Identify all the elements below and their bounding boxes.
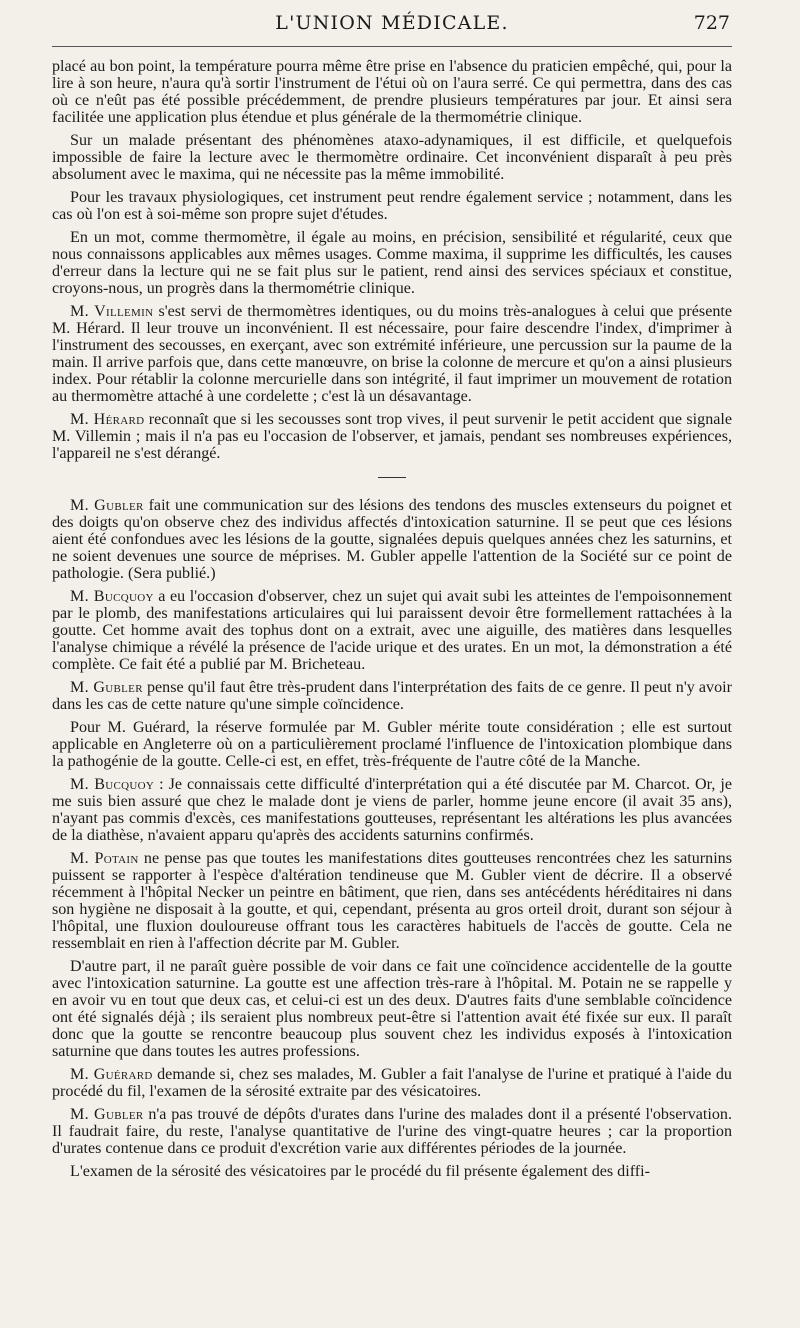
paragraph (52, 58, 732, 126)
paragraph (52, 1163, 732, 1180)
paragraph-text: a eu l'occasion d'observer, chez un sujet qui avait subi les atteintes de l'empoisonnement par le plomb, des manifestations articulaires qui lui paraissent devoir être formellement rattachées à la goutte. Cet homme avait des tophus dont on a extrait, avec une aiguille, des matières dans lesquelles l'analyse chimique a révélé la présence de l'acide urique et des urates. En un mot, la démonstration a été complète. Ce fait été a publié par M. Bricheteau. (52, 588, 732, 673)
paragraph (52, 1066, 732, 1100)
paragraph (52, 1106, 732, 1157)
speaker-name: M. Gubler (70, 1106, 144, 1123)
paragraph-text: reconnaît que si les secousses sont trop vives, il peut survenir le petit accident que signale M. Villemin ; mais il n'a pas eu l'occasion de l'observer, et jamais, pendant ses nombreuses expériences, l'appareil ne s'est dérangé. (52, 411, 732, 462)
paragraph-text: n'a pas trouvé de dépôts d'urates dans l'urine des malades dont il a présenté l'observation. Il faudrait faire, du reste, l'analyse quantitative de l'urine des vingt-quatre heures ; car la proportion d'urates contenue dans ce produit d'excrétion varie aux différentes périodes de la journée. (52, 1106, 732, 1157)
header-rule (52, 46, 732, 47)
journal-title: L'UNION MÉDICALE. (275, 12, 509, 34)
paragraph (52, 411, 732, 462)
paragraph (52, 850, 732, 952)
separator-rule (378, 477, 406, 478)
running-header (52, 12, 732, 42)
page-number: 727 (693, 12, 730, 34)
paragraph-text: ne pense pas que toutes les manifestations dites goutteuses rencontrées chez les saturnins puissent se rapporter à l'espèce d'altération tendineuse que M. Gubler vient de décrire. Il a observé récemment à l'hôpital Necker un peintre en bâtiment, que rien, dans ses antécédents héréditaires ni dans son hygiène ne disposait à la goutte, et qui, cependant, présenta au gros orteil droit, durant son séjour à l'hôpital, une fluxion douloureuse offrant tous les caractères habituels de l'accès de goutte. Cela ne ressemblait en rien à l'affection décrite par M. Gubler. (52, 850, 732, 952)
paragraph-text: s'est servi de thermomètres identiques, ou du moins très-analogues à celui que présente M. Hérard. Il leur trouve un inconvénient. Il est nécessaire, pour faire descendre l'index, d'imprimer à l'instrument des secousses, en exerçant, avec son extrémité inférieure, une percussion sur la paume de la main. Il arrive parfois que, dans cette manœuvre, on brise la colonne de mercure et qu'on a ainsi plusieurs index. Pour rétablir la colonne mercurielle dans son intégrité, il faut imprimer un mouvement de rotation au thermomètre attaché à une cordelette ; c'est là un désavantage. (52, 303, 732, 405)
paragraph-text: placé au bon point, la température pourra même être prise en l'absence du praticien empêché, qui, pour la lire à son heure, n'aura qu'à sortir l'instrument de l'étui où on l'aura serré. Ce qui permettra, dans des cas où ce n'eût pas été possible précédemment, de prendre plusieurs températures par jour. Et ainsi sera facilitée une application plus étendue et plus générale de la thermométrie clinique. (52, 58, 732, 126)
paragraph (52, 776, 732, 844)
speaker-name: M. Guérard (70, 1066, 153, 1083)
speaker-name: M. Potain (70, 850, 139, 867)
section-separator (52, 468, 732, 485)
speaker-name: M. Villemin (70, 303, 154, 320)
paragraph-text: fait une communication sur des lésions des tendons des muscles extenseurs du poignet et des doigts qu'on observe chez des individus affectés d'intoxication saturnine. Il se peut que ces lésions aient été confondues avec les lésions de la goutte, signalées depuis quelques années chez les saturnins, et ne soient devenues une source de méprises. M. Gubler appelle l'attention de la Société sur ce point de pathologie. (Sera publié.) (52, 497, 732, 582)
paragraph (52, 189, 732, 223)
paragraph (52, 229, 732, 297)
paragraph (52, 132, 732, 183)
speaker-name: M. Bucquoy (70, 588, 154, 605)
paragraph-text: pense qu'il faut être très-prudent dans l'interprétation des faits de ce genre. Il peut n'y avoir dans les cas de cette nature qu'une simple coïncidence. (52, 679, 732, 713)
speaker-name: M. Gubler (70, 497, 144, 514)
paragraph-text: Sur un malade présentant des phénomènes ataxo-adynamiques, il est difficile, et quelquefois impossible de faire la lecture avec le thermomètre ordinaire. Cet inconvénient disparaît à peu près absolument avec le maxima, qui ne nécessite pas la même immobilité. (52, 132, 732, 183)
paragraph (52, 719, 732, 770)
paragraph-text: Pour M. Guérard, la réserve formulée par M. Gubler mérite toute considération ; elle est surtout applicable en Angleterre où on a particulièrement proclamé l'influence de l'intoxication plombique dans la pathogénie de la goutte. Celle-ci est, en effet, très-fréquente de l'autre côté de la Manche. (52, 719, 732, 770)
speaker-name: M. Hérard (70, 411, 145, 428)
paragraph-text: demande si, chez ses malades, M. Gubler a fait l'analyse de l'urine et pratiqué à l'aide du procédé du fil, l'examen de la sérosité extraite par des vésicatoires. (52, 1066, 732, 1100)
paragraph-text: : Je connaissais cette difficulté d'interprétation qui a été discutée par M. Charcot. Or, je me suis bien assuré que chez le malade dont je viens de parler, homme jeune encore (il avait 35 ans), n'ayant pas commis d'excès, ces manifestations goutteuses, représentant les altérations les plus avancées de la diathèse, n'avaient apparu qu'après des accidents saturnins confirmés. (52, 776, 732, 844)
paragraph-text: L'examen de la sérosité des vésicatoires par le procédé du fil présente également des diffi- (70, 1163, 650, 1180)
paragraph (52, 679, 732, 713)
speaker-name: M. Bucquoy (70, 776, 155, 793)
paragraph (52, 958, 732, 1060)
article-body (52, 58, 732, 1186)
paragraph-text: Pour les travaux physiologiques, cet instrument peut rendre également service ; notamment, dans les cas où l'on est à soi-même son propre sujet d'études. (52, 189, 732, 223)
paragraph-text: D'autre part, il ne paraît guère possible de voir dans ce fait une coïncidence accidentelle de la goutte avec l'intoxication saturnine. La goutte est une affection très-rare à l'hôpital. M. Potain ne se rappelle y en avoir vu en tout que deux cas, et celui-ci est un des deux. D'autres faits d'une semblable coïncidence ont été signalés déjà ; ils seraient plus nombreux peut-être si l'attention avait été fixée sur eux. Il paraît donc que la goutte se rencontre beaucoup plus souvent chez les individus exposés à l'intoxication saturnine que dans toutes les autres professions. (52, 958, 732, 1060)
paragraph (52, 303, 732, 405)
speaker-name: M. Gubler (70, 679, 143, 696)
paragraph (52, 497, 732, 582)
paragraph (52, 588, 732, 673)
paragraph-text: En un mot, comme thermomètre, il égale au moins, en précision, sensibilité et régularité, ceux que nous connaissons applicables aux mêmes usages. Comme maxima, il supprime les difficultés, les causes d'erreur dans la lecture qui ne se fait plus sur le patient, rend ainsi des services spéciaux et constitue, croyons-nous, un progrès dans la thermométrie clinique. (52, 229, 732, 297)
